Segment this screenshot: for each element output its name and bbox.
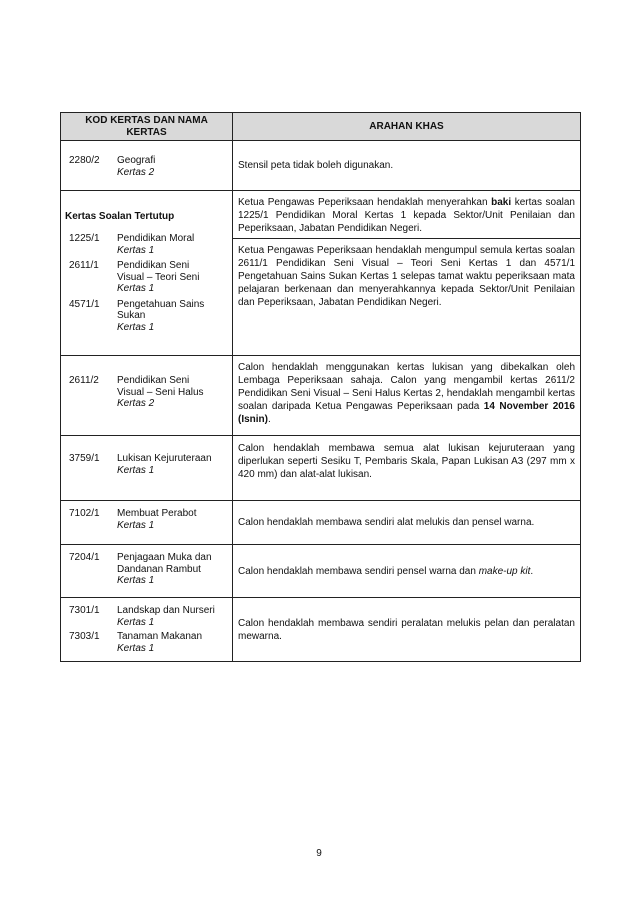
paper-sub: Kertas 1 bbox=[117, 321, 155, 333]
paper-name: Lukisan Kejuruteraan bbox=[117, 453, 212, 464]
paper-sub: Kertas 1 bbox=[117, 642, 155, 654]
paper-name-cont: Dandanan Rambut bbox=[117, 563, 201, 575]
instruction-cell bbox=[233, 356, 580, 435]
instruction-cell bbox=[233, 141, 580, 190]
table-row bbox=[61, 544, 580, 597]
table-row bbox=[61, 597, 580, 661]
group-title: Kertas Soalan Tertutup bbox=[65, 211, 175, 222]
paper-cell bbox=[61, 598, 233, 661]
paper-name: Pendidikan Seni bbox=[117, 375, 190, 386]
paper-name-cont: Visual – Seni Halus bbox=[117, 386, 204, 398]
instruction-cell bbox=[233, 598, 580, 661]
instruction-text: Calon hendaklah membawa sendiri pensel warna dan make-up kit. bbox=[238, 565, 534, 577]
paper-code: 2611/1 bbox=[69, 260, 99, 271]
paper-name: Pendidikan Moral bbox=[117, 233, 195, 244]
instruction-text: Ketua Pengawas Peperiksaan hendaklah mengumpul semula kertas soalan 2611/1 Pendidikan Seni Visual – Teori Seni Kertas 1 dan 4571/1 Pengetahuan Sains Sukan Kertas 1 selepas tamat waktu peperiksaan mata pelajaran berkenaan dan menyerahkannya kepada Sektor/Unit Penilaian dan Peperiksaan, Jabatan Pendidikan Negeri. bbox=[238, 245, 575, 308]
instructions-table bbox=[60, 112, 581, 662]
header-col-instructions: ARAHAN KHAS bbox=[369, 121, 444, 132]
page-number: 9 bbox=[316, 848, 322, 859]
instruction-text: Calon hendaklah membawa semua alat lukisan kejuruteraan yang diperlukan seperti Sesiku T, Pembaris Skala, Papan Lukisan A3 (297 mm x 420 mm) dan alat-alat lukisan. bbox=[238, 443, 575, 480]
instruction-text: Calon hendaklah membawa sendiri alat melukis dan pensel warna. bbox=[238, 517, 535, 528]
paper-code: 7303/1 bbox=[69, 631, 100, 642]
paper-name: Tanaman Makanan bbox=[117, 631, 203, 642]
paper-code: 2280/2 bbox=[69, 155, 100, 166]
instruction-cell bbox=[233, 501, 580, 544]
paper-sub: Kertas 1 bbox=[117, 464, 155, 476]
header-col-paper: KOD KERTAS DAN NAMA KERTAS bbox=[61, 113, 233, 140]
paper-name: Pengetahuan Sains bbox=[117, 298, 205, 310]
paper-sub: Kertas 1 bbox=[117, 283, 155, 294]
paper-cell bbox=[61, 501, 233, 544]
paper-sub: Kertas 1 bbox=[117, 244, 155, 256]
instruction-cell bbox=[233, 545, 580, 597]
table-row bbox=[61, 500, 580, 544]
paper-cell bbox=[61, 141, 233, 190]
paper-sub: Kertas 1 bbox=[117, 575, 155, 586]
instruction-sub-cell bbox=[233, 239, 580, 355]
paper-code: 7301/1 bbox=[69, 605, 100, 616]
table-row bbox=[61, 355, 580, 435]
paper-code: 4571/1 bbox=[69, 298, 100, 310]
paper-sub: Kertas 1 bbox=[117, 616, 155, 628]
paper-cell bbox=[61, 356, 233, 435]
instruction-sub-cell bbox=[233, 191, 580, 239]
paper-name-cont: Sukan bbox=[117, 310, 146, 321]
instruction-text: Stensil peta tidak boleh digunakan. bbox=[238, 160, 394, 171]
paper-sub: Kertas 1 bbox=[117, 519, 155, 531]
paper-cell bbox=[61, 545, 233, 597]
paper-code: 2611/2 bbox=[69, 375, 99, 386]
paper-cell bbox=[61, 191, 233, 355]
paper-code: 7204/1 bbox=[69, 552, 100, 563]
paper-cell bbox=[61, 436, 233, 500]
paper-name: Pendidikan Seni bbox=[117, 260, 190, 271]
paper-code: 7102/1 bbox=[69, 508, 100, 519]
table-row bbox=[61, 435, 580, 500]
paper-sub: Kertas 2 bbox=[117, 166, 155, 178]
paper-name: Geografi bbox=[117, 155, 156, 166]
paper-code: 1225/1 bbox=[69, 233, 100, 244]
paper-name: Penjagaan Muka dan bbox=[117, 552, 212, 563]
paper-sub: Kertas 2 bbox=[117, 398, 155, 409]
paper-name-cont: Visual – Teori Seni bbox=[117, 271, 200, 283]
paper-code: 3759/1 bbox=[69, 453, 100, 464]
instruction-text: Calon hendaklah menggunakan kertas lukisan yang dibekalkan oleh Lembaga Peperiksaan sahaja. Calon yang mengambil kertas 2611/2 Pendidikan Seni Visual – Seni Halus Kertas 2, hendaklah mengambil kertas soalan daripada Ketua Pengawas Peperiksaan pada 14 November 2016 (Isnin). bbox=[238, 362, 575, 425]
instruction-cell bbox=[233, 436, 580, 500]
table-row bbox=[61, 190, 580, 355]
instruction-text: Calon hendaklah membawa sendiri peralatan melukis pelan dan peralatan mewarna. bbox=[238, 617, 575, 642]
paper-name: Membuat Perabot bbox=[117, 508, 197, 519]
table-row bbox=[61, 140, 580, 190]
table-header bbox=[61, 113, 580, 140]
instruction-text: Ketua Pengawas Peperiksaan hendaklah menyerahkan baki kertas soalan 1225/1 Pendidikan Moral Kertas 1 kepada Sektor/Unit Penilaian dan Peperiksaan, Jabatan Pendidikan Negeri. bbox=[238, 197, 575, 234]
instruction-cell bbox=[233, 191, 580, 355]
paper-name: Landskap dan Nurseri bbox=[117, 605, 215, 616]
